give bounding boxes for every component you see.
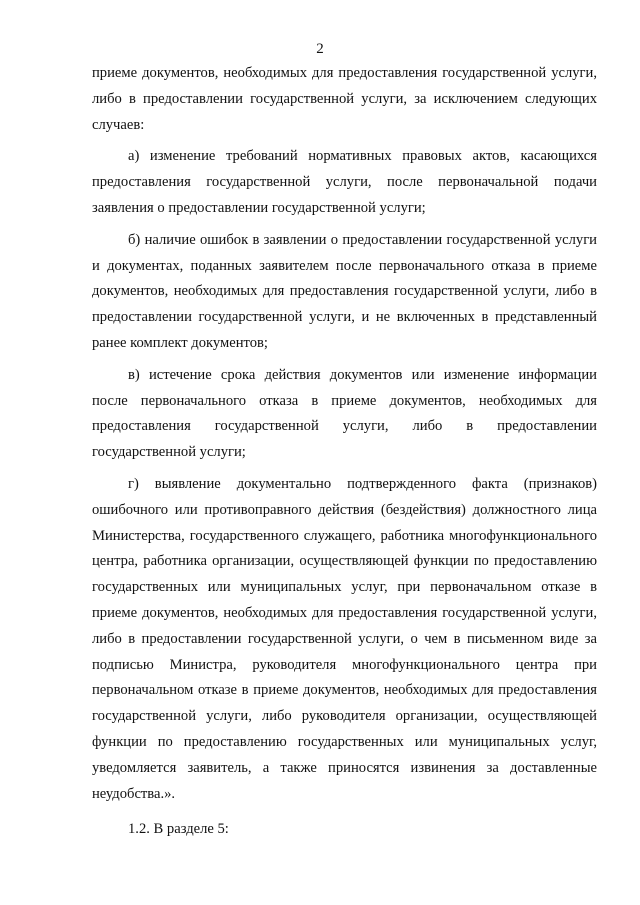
paragraph-intro: приеме документов, необходимых для предоставления государственной услуги, либо в предоставлении государственной услуги, за исключением следующих случаев: [92, 65, 597, 133]
paragraph-item-g: г) выявление документально подтвержденного факта (признаков) ошибочного или противоправного действия (бездействия) должностного лица Министерства, государственного служащего, работника многофункционального центра, работника организации, осуществляющей функции по предоставлению государственных или муниципальных услуг, при первоначальном отказе в приеме документов, необходимых для предоставления государственной услуги, либо в предоставлении государственной услуги, о чем в письменном виде за подписью Министра, руководителя многофункционального центра при первоначальном отказе в приеме документов, необходимых для предоставления государственной услуги, либо руководителя организации, осуществляющей функции по предоставлению государственных или муниципальных услуг, уведомляется заявитель, а также приносятся извинения за доставленные неудобства.». [92, 475, 597, 802]
page-number: 2 [316, 41, 324, 57]
paragraph-item-v: в) истечение срока действия документов или изменение информации после первоначального отказа в приеме документов, необходимых для предоставления государственной услуги, либо в предоставлении государственной услуги; [92, 366, 597, 461]
paragraph-item-a: а) изменение требований нормативных правовых актов, касающихся предоставления государственной услуги, после первоначальной подачи заявления о предоставлении государственной услуги; [92, 148, 597, 216]
section-heading-1-2: 1.2. В разделе 5: [128, 821, 229, 838]
document-body [92, 61, 597, 843]
paragraph-item-b: б) наличие ошибок в заявлении о предоставлении государственной услуги и документах, поданных заявителем после первоначального отказа в приеме документов, необходимых для предоставления государственной услуги, либо в предоставлении государственной услуги, и не включенных в представленный ранее комплект документов; [92, 231, 597, 351]
